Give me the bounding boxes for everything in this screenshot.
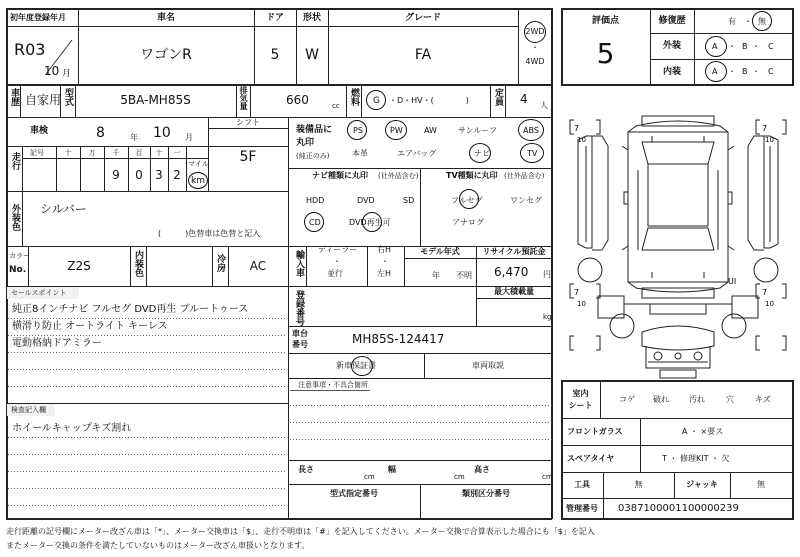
fuel-g-circle [366,90,386,110]
mark-label: 7 [762,124,768,133]
sheet-hole: 穴 [726,395,734,404]
mark-label: 10 [765,300,774,308]
import-parallel: 並行 [327,269,343,278]
model-year-unknown: 不明 [456,271,472,280]
ac-value: AC [249,259,267,273]
navi-hdd: HDD [306,196,325,205]
equip-navi-circle [469,143,491,163]
sheet-stain: 汚れ [689,395,705,404]
model-year-unit: 年 [432,271,440,280]
reg-year-label: 初年度登録年月 [10,13,66,22]
jack-value: 無 [757,480,765,489]
spare-tire-value: T ・ 修理KIT ・ 欠 [662,454,730,463]
car-name-label: 車名 [156,13,175,23]
tv-incl-note: (社外品含む) [504,172,545,180]
navi-cd: CD [309,218,321,227]
navi-types-title: ナビ種類に丸印 [312,171,368,180]
mileage-digit: 9 [112,168,120,182]
exterior-b: B [742,42,748,51]
sales-point-line: 純正8インチナビ フルセグ DVD再生 ブルートゥース [12,304,249,315]
col-ichi: 一 [173,149,181,157]
col-hyaku: 百 [135,149,143,157]
sheet-tear: 破れ [653,395,669,404]
interior-a: A [712,67,718,76]
recycle-value: 6,470 [494,265,529,279]
inspection-year-unit: 年 [130,133,138,142]
equip-navi: ナビ [474,149,490,158]
import-dot-1: ・ [333,257,341,266]
ac-label: 冷房 [215,254,225,272]
mark-label: 10 [577,136,586,144]
mileage-label: 走行 [10,152,20,170]
import-left-h: 左H [377,269,392,278]
grade-label: グレード [404,13,441,23]
repair-history-label: 修復歴 [658,16,686,26]
usage-value: 自家用 [25,93,62,107]
mile-label: マイル [188,160,209,168]
door-count: 5 [270,47,280,63]
equip-tv-circle [520,143,544,163]
era-year: R03 [14,40,46,59]
interior-color-label: 内装色 [133,250,143,277]
repair-dot: ・ [744,17,752,26]
width-label: 幅 [388,465,396,474]
body-shape: W [305,47,319,63]
sheet-label-2: シート [568,401,593,410]
color-code-no: No. [9,265,27,275]
inspector-note: ホイールキャップキズ割れ [12,423,132,434]
km-circle [188,172,208,189]
sales-point-line: 電動格納ドアミラー [12,338,102,349]
mark-label: 10 [577,300,586,308]
equip-ps-circle [347,120,367,140]
vehicle-manual: 車両取説 [472,361,504,370]
shift-label: シフト [236,118,260,127]
equipment-label-1: 装備品に [296,125,333,135]
equip-aw: AW [424,126,437,135]
equip-abs-circle [518,119,544,141]
fuel-label: 燃料 [349,88,359,106]
height-unit: cm [542,473,553,481]
recycle-unit: 円 [543,270,551,279]
drive-2wd-circle [524,21,546,43]
notes-label: 注意事項・不具合箇所 [298,381,368,389]
capacity-label: 定員 [493,88,503,106]
registration-label: 登録番号 [294,290,304,326]
repair-yes: 有 [728,17,736,26]
col-man: 万 [88,149,96,157]
exterior-a-circle [705,36,727,57]
max-load-label: 最大積載量 [494,287,534,296]
jack-label: ジャッキ [686,480,718,489]
mileage-digit: 0 [135,168,143,182]
capacity-unit: 人 [540,101,548,110]
chassis-label-1: 車台 [292,329,308,338]
color-code-value: Z2S [67,259,91,273]
windshield-value: A ・ ×要ス [682,427,724,436]
tv-fullseg: フルセグ [451,196,483,205]
mileage-digit: 2 [173,168,181,182]
footer-note-1: 走行距離の記号欄にメーター改ざん車は「*」、メーター交換車は「$」、走行不明車は「#」を記入してください。メーター交換で合算表示した場合にも「$」を記入 [6,527,595,536]
sheet-label-1: 室内 [572,389,589,398]
col-sen: 千 [112,149,120,157]
exterior-dot-2: ・ [752,42,760,51]
repair-no-circle [752,11,772,31]
tv-types-title: TV種類に丸印 [446,171,498,180]
max-load-unit: kg [543,313,552,321]
tv-fullseg-circle [459,189,479,209]
mark-label: 7 [762,288,768,297]
interior-dot: ・ [728,67,736,76]
type-designation-label: 型式指定番号 [330,489,378,498]
car-diagram [562,100,794,380]
exterior-label: 外装 [662,41,681,51]
width-unit: cm [454,473,465,481]
equip-leather: 本革 [352,149,368,158]
inspector-label: 検査記入欄 [11,406,46,414]
equip-pw: PW [390,126,403,135]
displacement-label: 排気量 [239,86,248,110]
shift-value: 5F [239,149,257,165]
repair-no: 無 [758,17,766,26]
equipment-note: (純正のみ) [296,152,330,160]
drive-4wd: 4WD [525,57,545,66]
color-note: ( )色替車は色替と記入 [158,229,261,238]
reg-month: 10 [44,64,60,78]
interior-dot-2: ・ [752,67,760,76]
import-dealer: ディーラー [318,245,358,254]
interior-b: B [742,67,748,76]
model-code: 5BA-MH85S [120,93,191,107]
exterior-dot: ・ [728,42,736,51]
equip-pw-circle [385,120,407,140]
tv-oneseg: ワンセグ [510,196,542,205]
exterior-a: A [712,42,718,51]
import-right-h: 右H [377,245,392,254]
ui-mark: UI [728,277,737,286]
door-label: ドア [266,13,284,23]
category-number-label: 類別区分番号 [462,489,510,498]
import-label: 輸入車 [294,250,304,277]
equip-abs: ABS [523,126,539,135]
equip-sunroof: サンルーフ [458,126,497,135]
management-number: 0387100001100000239 [618,503,739,514]
mark-label: 7 [574,288,580,297]
interior-label: 内装 [662,67,681,77]
km-label: km [191,176,205,186]
drive-separator: ・ [531,43,539,52]
footer-note-2: またメーター交換の条件を満たしていないものはメーター改ざん車扱いとなります。 [6,541,310,550]
management-number-label: 管理番号 [566,504,598,513]
color-label: 外装色 [10,204,20,231]
length-unit: cm [364,473,375,481]
reg-month-unit: 月 [62,69,72,79]
equipment-label-2: 丸印 [296,138,315,148]
inspection-month: 10 [153,125,171,141]
col-juu: 十 [155,149,163,157]
usage-label: 車歴 [9,88,19,106]
mark-label: 7 [574,124,580,133]
rating-score: 5 [596,37,615,70]
inspection-month-unit: 月 [185,133,193,142]
color-code-label: カラー [9,252,30,260]
grade-value: FA [414,47,432,63]
navi-dvd-play-circle [362,212,382,232]
navi-cd-circle [304,212,324,232]
navi-sd: SD [403,196,415,205]
navi-incl-note: (社外品含む) [378,172,419,180]
chassis-number: MH85S-124417 [352,332,445,346]
length-label: 長さ [298,465,314,474]
sales-point-line: 横滑り防止 オートライト キーレス [12,321,168,332]
rating-label: 評価点 [591,16,619,26]
capacity-value: 4 [520,92,528,106]
color-value: シルバー [40,202,87,216]
navi-dvd: DVD [357,196,375,205]
fuel-options: ・D・HV・( ) [389,96,469,105]
navi-dvd-play: DVD再生可 [349,218,391,227]
fuel-g: G [373,96,380,106]
spare-tire-label: スペアタイヤ [567,454,615,463]
new-warranty-circle [351,356,373,376]
new-warranty: 新車保証書 [336,361,376,370]
mileage-symbol-label: 記号 [30,149,44,157]
chassis-label-2: 番号 [292,340,308,349]
mileage-digit: 3 [155,168,163,182]
mark-label: 10 [765,136,774,144]
inspection-label: 車検 [30,126,49,136]
equip-airbag: エアバッグ [397,149,437,158]
tools-label: 工具 [574,480,590,489]
recycle-label: リサイクル預託金 [482,247,546,256]
displacement-value: 660 [286,93,309,107]
height-label: 高さ [474,465,490,474]
equip-ps: PS [353,126,363,135]
col-ten-man: 十 [64,149,72,157]
tools-value: 無 [634,480,643,489]
inspection-year: 8 [96,125,105,141]
interior-c: C [768,67,774,76]
equip-tv: TV [527,149,538,158]
drive-2wd: 2WD [525,27,545,36]
tv-analog: アナログ [452,218,484,227]
displacement-unit: cc [332,102,340,110]
windshield-label: フロントガラス [567,427,623,436]
exterior-c: C [768,42,774,51]
model-label: 型式 [63,88,73,106]
import-dot-2: ・ [381,257,389,266]
shape-label: 形状 [302,13,321,23]
sales-points-label: セールスポイント [11,289,67,297]
interior-a-circle [705,61,727,82]
sheet-burn: コゲ [619,395,635,404]
car-name: ワゴンR [140,47,192,63]
sheet-scratch: キズ [755,395,771,404]
model-year-label: モデル年式 [420,247,460,256]
